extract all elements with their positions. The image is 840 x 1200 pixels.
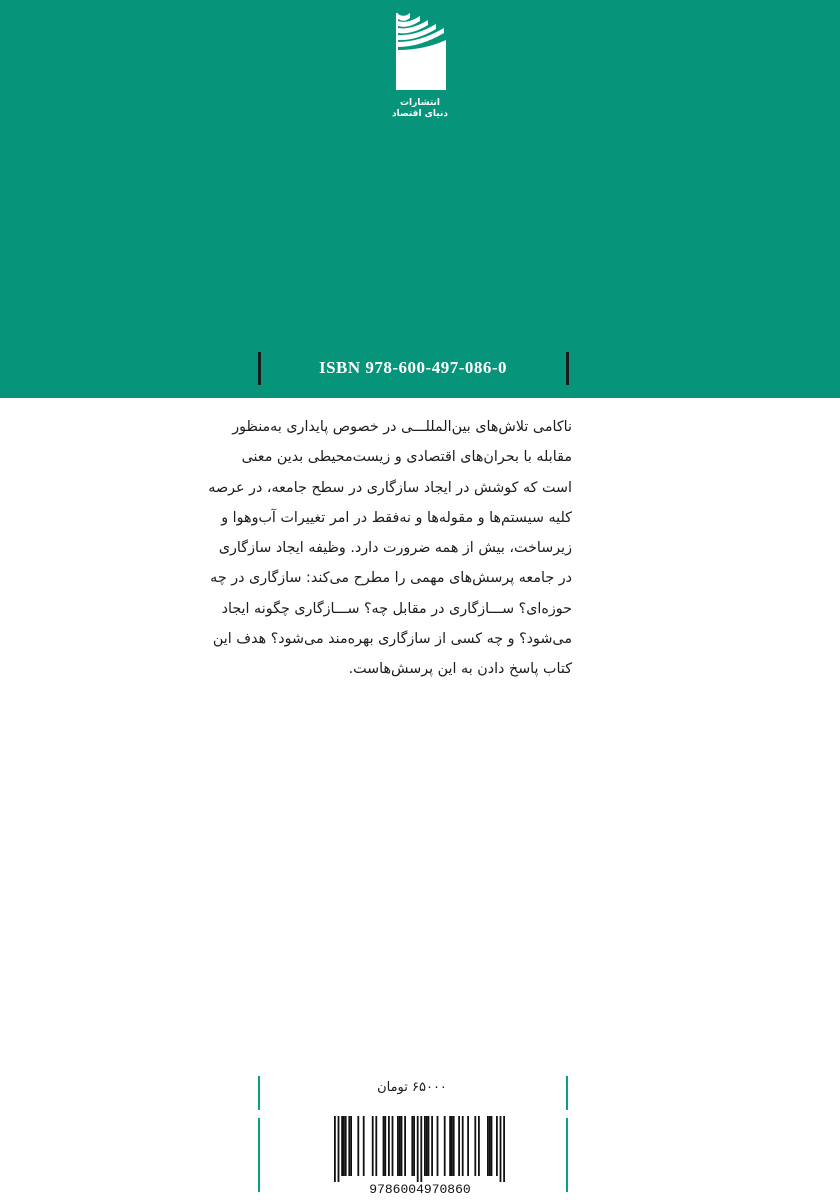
barcode-bar <box>503 1116 505 1182</box>
barcode-bar <box>500 1116 502 1182</box>
barcode-bar <box>384 1116 386 1176</box>
blurb-line: است که کوشش در ایجاد سازگاری در سطح جامعه، در عرصه <box>208 479 572 496</box>
barcode-bar <box>489 1116 491 1176</box>
barcode-bar <box>404 1116 406 1176</box>
barcode-bar <box>424 1116 426 1176</box>
publisher-name-line1: انتشارات <box>400 98 440 108</box>
barcode-bar <box>345 1116 347 1176</box>
barcode-bar <box>462 1116 464 1176</box>
barcode-bar <box>453 1116 455 1176</box>
barcode-bar <box>375 1116 377 1176</box>
barcode-bar <box>372 1116 374 1176</box>
blurb-line: کتاب پاسخ دادن به این پرسش‌هاست. <box>348 661 572 678</box>
barcode-bar <box>388 1116 390 1176</box>
barcode-bar <box>449 1116 451 1176</box>
barcode-bar <box>496 1116 498 1176</box>
barcode-bar <box>343 1116 345 1176</box>
barcode-bar <box>426 1116 428 1176</box>
barcode-bar <box>437 1116 439 1176</box>
book-pages-icon <box>390 10 450 98</box>
barcode-bar <box>341 1116 343 1176</box>
barcode-bar <box>467 1116 469 1176</box>
barcode-bar <box>451 1116 453 1176</box>
barcode-bar <box>383 1116 385 1176</box>
barcode-bar <box>491 1116 493 1176</box>
barcode-bar <box>350 1116 352 1176</box>
barcode-guide-left <box>258 1118 260 1192</box>
blurb-line: مقابله با بحران‌های اقتصادی و زیست‌محیطی بدین معنی <box>241 449 572 466</box>
barcode-bar <box>487 1116 489 1176</box>
blurb-line: می‌شود؟ و چه کسی از سازگاری بهره‌مند می‌شود؟ هدف این <box>212 631 572 648</box>
isbn-label: ISBN 978-600-497-086-0 <box>318 358 508 377</box>
barcode-bar <box>458 1116 460 1176</box>
barcode-bar <box>338 1116 340 1182</box>
barcode-bar <box>392 1116 394 1176</box>
isbn-barcode <box>322 1112 518 1196</box>
barcode-bar <box>428 1116 430 1176</box>
barcode-bar <box>363 1116 365 1176</box>
barcode-bar <box>334 1116 336 1182</box>
barcode-bar <box>431 1116 433 1176</box>
barcode-bar <box>411 1116 413 1176</box>
barcode-bar <box>357 1116 359 1176</box>
price-guide-right <box>566 1076 568 1110</box>
blurb-line: حوزه‌ای؟ ســـازگاری در مقابل چه؟ ســـازگاری چگونه ایجاد <box>221 600 572 617</box>
price-label: ۶۵۰۰۰ تومان <box>377 1080 447 1095</box>
barcode-bar <box>444 1116 446 1176</box>
publisher-name-line2: دنیای اقتصاد <box>392 109 448 119</box>
barcode-bar <box>420 1116 422 1182</box>
barcode-bar <box>474 1116 476 1176</box>
barcode-bar <box>478 1116 480 1176</box>
blurb-line: در جامعه پرسش‌های مهمی را مطرح می‌کند: سازگاری در چه <box>210 570 572 587</box>
price-guide-left <box>258 1076 260 1110</box>
isbn-divider-right <box>566 352 569 385</box>
cover-top-panel <box>0 0 840 398</box>
back-cover-blurb <box>208 412 572 685</box>
barcode-guide-right <box>566 1118 568 1192</box>
blurb-line: زیرساخت، بیش از همه ضرورت دارد. وظیفه ایجاد سازگاری <box>218 540 572 557</box>
blurb-line: ناکامی تلاش‌های بین‌المللـــی در خصوص پایداری به‌منظور <box>232 419 572 435</box>
barcode-digits: 9786004970860 <box>369 1182 471 1196</box>
blurb-line: کلیه سیستم‌ها و مقوله‌ها و نه‌فقط در امر تغییرات آب‌وهوا و <box>221 509 572 526</box>
barcode-bar <box>399 1116 401 1176</box>
barcode-bar <box>397 1116 399 1176</box>
barcode-bar <box>413 1116 415 1176</box>
barcode-bar <box>401 1116 403 1176</box>
barcode-bar <box>417 1116 419 1182</box>
isbn-divider-left <box>258 352 261 385</box>
publisher-logo <box>390 10 450 122</box>
barcode-bar <box>348 1116 350 1176</box>
